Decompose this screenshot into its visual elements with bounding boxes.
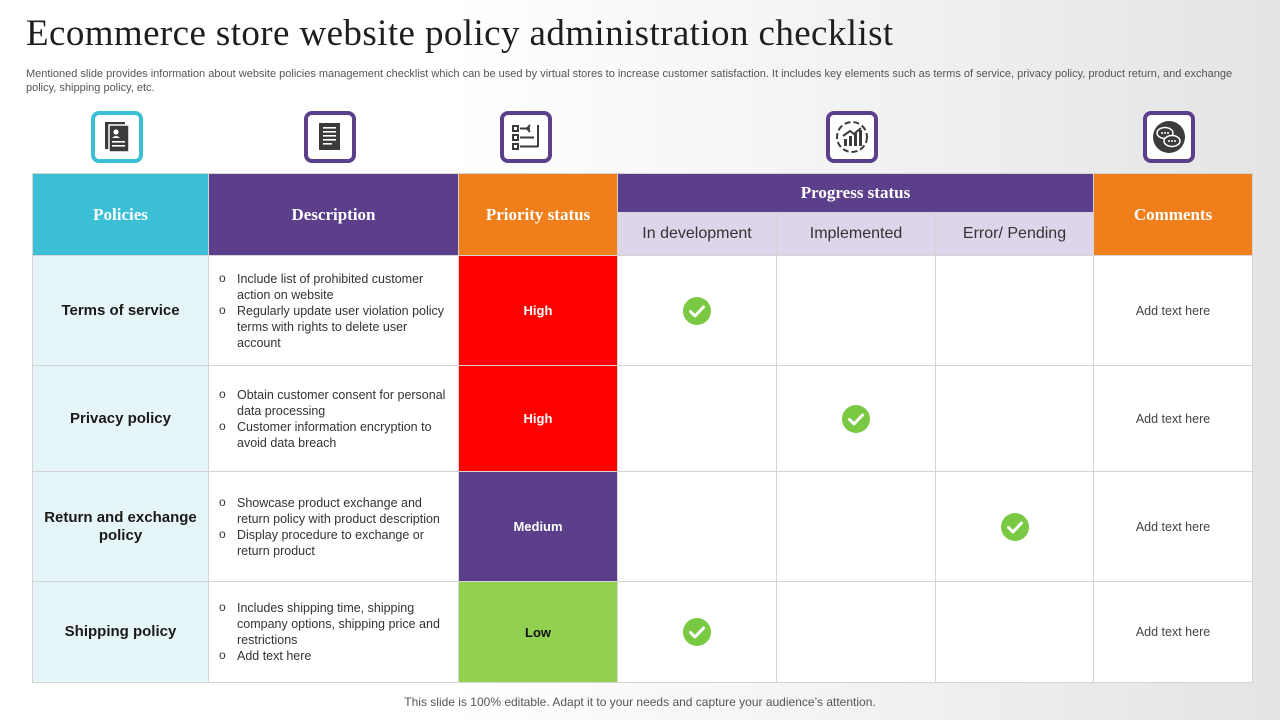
growth-chart-icon xyxy=(826,111,878,163)
document-icon xyxy=(304,111,356,163)
progress-in-development-cell xyxy=(618,256,777,366)
progress-implemented-cell xyxy=(777,582,936,683)
slide-subtitle: Mentioned slide provides information about website policies management checklist which can be used by virtual stores to increase customer satisfaction. It includes key elements such as terms of service, privacy policy, product return, and exchange policy, shipping policy, etc. xyxy=(26,68,1233,94)
progress-error-pending-cell xyxy=(936,582,1094,683)
progress-error-pending-cell xyxy=(936,366,1094,472)
policy-checklist-table xyxy=(32,173,1253,683)
check-icon xyxy=(683,297,711,325)
policy-name: Shipping policy xyxy=(33,582,209,683)
header-priority-status: Priority status xyxy=(459,174,618,256)
policy-name: Privacy policy xyxy=(33,366,209,472)
description-bullet: o Add text here xyxy=(219,648,446,664)
progress-in-development-cell xyxy=(618,472,777,582)
process-steps-icon xyxy=(500,111,552,163)
subheader-implemented: Implemented xyxy=(777,213,936,256)
slide-footer: This slide is 100% editable. Adapt it to your needs and capture your audience’s attention. xyxy=(404,695,876,709)
comment-cell: Add text here xyxy=(1094,582,1253,683)
resume-document-icon xyxy=(91,111,143,163)
priority-badge: Medium xyxy=(459,472,618,582)
table-row xyxy=(33,366,1253,472)
check-icon xyxy=(1001,513,1029,541)
header-policies: Policies xyxy=(33,174,209,256)
progress-error-pending-cell xyxy=(936,256,1094,366)
policy-name: Return and exchange policy xyxy=(33,472,209,582)
description-bullet: o Includes shipping time, shipping company options, shipping price and restrictions xyxy=(219,600,446,648)
table-row xyxy=(33,472,1253,582)
header-description: Description xyxy=(209,174,459,256)
comment-cell: Add text here xyxy=(1094,472,1253,582)
progress-in-development-cell xyxy=(618,366,777,472)
description-bullet: o Display procedure to exchange or return product xyxy=(219,527,446,559)
subheader-error-pending: Error/ Pending xyxy=(936,213,1094,256)
table-row xyxy=(33,582,1253,683)
progress-in-development-cell xyxy=(618,582,777,683)
description-bullet: o Customer information encryption to avoid data breach xyxy=(219,419,446,451)
priority-badge: High xyxy=(459,366,618,472)
check-icon xyxy=(683,618,711,646)
header-comments: Comments xyxy=(1094,174,1253,256)
progress-implemented-cell xyxy=(777,366,936,472)
description-bullet: o Include list of prohibited customer action on website xyxy=(219,271,446,303)
description-bullet: o Showcase product exchange and return policy with product description xyxy=(219,495,446,527)
table-row xyxy=(33,256,1253,366)
subheader-in-development: In development xyxy=(618,213,777,256)
policy-name: Terms of service xyxy=(33,256,209,366)
policy-description xyxy=(209,256,459,366)
progress-implemented-cell xyxy=(777,472,936,582)
description-bullet: o Obtain customer consent for personal data processing xyxy=(219,387,446,419)
description-bullet: o Regularly update user violation policy terms with rights to delete user account xyxy=(219,303,446,351)
comment-cell: Add text here xyxy=(1094,366,1253,472)
slide-title: Ecommerce store website policy administration checklist xyxy=(26,13,894,54)
header-progress-status: Progress status xyxy=(618,174,1094,213)
chat-bubbles-icon xyxy=(1143,111,1195,163)
priority-badge: High xyxy=(459,256,618,366)
priority-badge: Low xyxy=(459,582,618,683)
check-icon xyxy=(842,405,870,433)
progress-implemented-cell xyxy=(777,256,936,366)
policy-description xyxy=(209,366,459,472)
comment-cell: Add text here xyxy=(1094,256,1253,366)
policy-description xyxy=(209,582,459,683)
policy-description xyxy=(209,472,459,582)
progress-error-pending-cell xyxy=(936,472,1094,582)
